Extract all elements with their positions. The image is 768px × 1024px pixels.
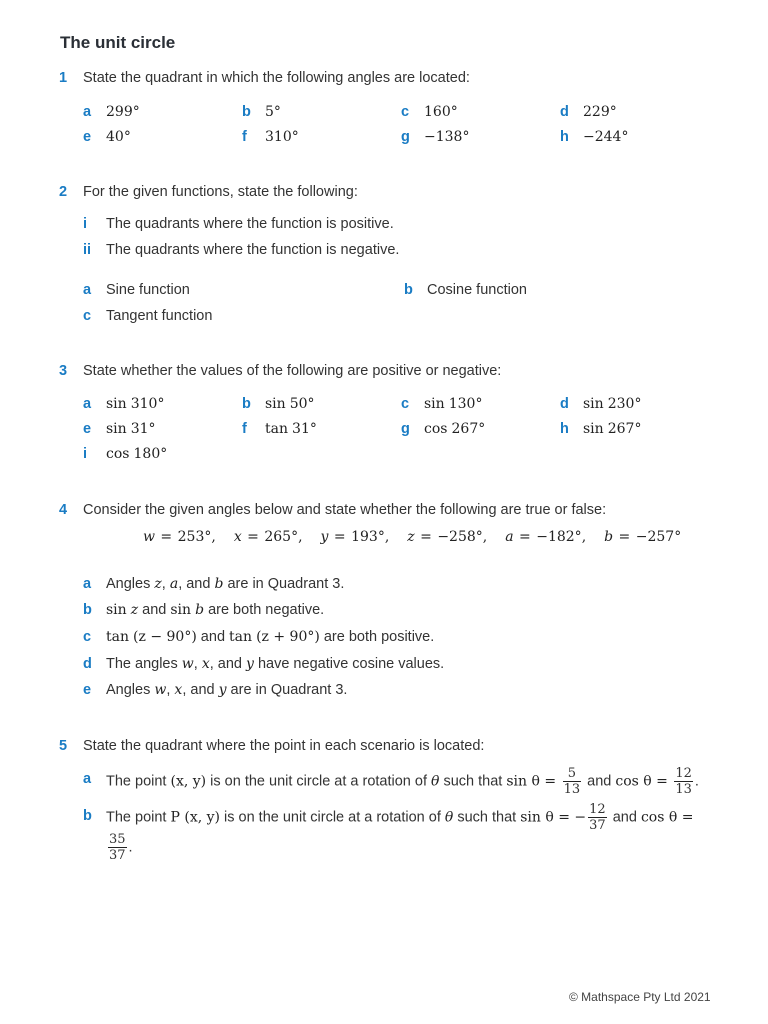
trig-fn: tan bbox=[229, 629, 253, 645]
q2-part-label: b bbox=[404, 282, 413, 298]
question-2-text: For the given functions, state the following: bbox=[83, 184, 358, 200]
angle-var: w bbox=[143, 529, 155, 545]
q5-part-text bbox=[106, 766, 699, 797]
fraction-denominator: 37 bbox=[589, 818, 606, 833]
math-var: a bbox=[169, 576, 179, 592]
q3-part-expr bbox=[424, 396, 482, 412]
q2-subitem-label: ii bbox=[83, 242, 92, 258]
math-var: w bbox=[154, 682, 167, 698]
q1-part-value: 310° bbox=[265, 129, 299, 145]
q2-part-label: c bbox=[83, 308, 92, 324]
q3-part-expr bbox=[583, 396, 641, 412]
q1-part-value: 229° bbox=[583, 104, 617, 120]
q1-part-label: f bbox=[242, 129, 247, 145]
q3-part-label: a bbox=[83, 396, 92, 412]
fraction-numerator: 5 bbox=[563, 766, 582, 782]
q3-part-label: h bbox=[560, 421, 569, 437]
angle-value: 253° bbox=[177, 529, 212, 545]
q1-part-value: 160° bbox=[424, 104, 458, 120]
q2-part-label: a bbox=[83, 282, 92, 298]
q1-part-value: −244° bbox=[583, 129, 629, 145]
trig-arg: 310° bbox=[130, 396, 165, 412]
q4-part-label: e bbox=[83, 682, 92, 698]
q1-part-value: 40° bbox=[106, 129, 131, 145]
trig-fn: sin bbox=[424, 396, 445, 412]
q3-part-label: b bbox=[242, 396, 251, 412]
angle-value: −182° bbox=[536, 529, 582, 545]
trig-fn: sin bbox=[170, 602, 192, 618]
q4-part-label: c bbox=[83, 629, 92, 645]
q3-part-expr bbox=[583, 421, 641, 437]
q3-part-label: d bbox=[560, 396, 569, 412]
trig-arg: 267° bbox=[607, 421, 642, 437]
math-expr: (z + 90°) bbox=[256, 629, 320, 645]
math-expr: cos θ = bbox=[640, 809, 694, 826]
trig-fn: sin bbox=[583, 421, 604, 437]
q4-part-label: a bbox=[83, 576, 92, 592]
q2-subitem-text: The quadrants where the function is positive. bbox=[106, 216, 394, 232]
text-run: The point bbox=[106, 773, 171, 790]
math-var: y bbox=[246, 656, 254, 672]
question-1-text: State the quadrant in which the following angles are located: bbox=[83, 70, 470, 86]
question-5-text: State the quadrant where the point in each scenario is located: bbox=[83, 738, 485, 754]
q2-subitem-text: The quadrants where the function is negative. bbox=[106, 242, 400, 258]
question-2-number: 2 bbox=[59, 184, 68, 200]
math-var: z bbox=[130, 602, 139, 618]
angle-var: z bbox=[407, 529, 415, 545]
fraction-numerator: 12 bbox=[675, 766, 692, 781]
angle-var: a bbox=[505, 529, 514, 545]
text-run: such that bbox=[439, 773, 507, 790]
text-run: are in Quadrant 3. bbox=[226, 682, 348, 698]
text-run: , and bbox=[209, 656, 247, 672]
q3-part-expr bbox=[265, 421, 317, 437]
trig-arg: 230° bbox=[607, 396, 642, 412]
text-run: are in Quadrant 3. bbox=[223, 576, 345, 592]
fraction-denominator: 13 bbox=[675, 782, 692, 797]
text-run: Angles bbox=[106, 576, 155, 592]
q3-part-label: g bbox=[401, 421, 410, 437]
text-run: and bbox=[608, 809, 641, 826]
q3-part-expr bbox=[424, 421, 485, 437]
text-run: is on the unit circle at a rotation of bbox=[220, 809, 445, 826]
q4-part-label: b bbox=[83, 602, 92, 618]
trig-fn: sin bbox=[583, 396, 604, 412]
q1-part-value: 299° bbox=[106, 104, 140, 120]
q2-part-text: Sine function bbox=[106, 282, 190, 298]
q1-part-label: c bbox=[401, 104, 410, 120]
q4-part-text bbox=[106, 602, 324, 618]
text-run: The point bbox=[106, 809, 171, 826]
copyright-footer: © Mathspace Pty Ltd 2021 bbox=[569, 990, 711, 1004]
q3-part-label: i bbox=[83, 446, 88, 462]
q4-part-text bbox=[106, 656, 444, 672]
sin-fraction bbox=[588, 802, 607, 833]
q3-part-expr bbox=[106, 446, 167, 462]
trig-fn: tan bbox=[265, 421, 288, 437]
q5-part-label: a bbox=[83, 771, 92, 787]
q1-part-label: g bbox=[401, 129, 410, 145]
math-expr: sin θ = − bbox=[520, 809, 587, 826]
math-var: b bbox=[214, 576, 224, 592]
trig-arg: 50° bbox=[289, 396, 315, 412]
angle-value: 265° bbox=[264, 529, 299, 545]
trig-fn: tan bbox=[106, 629, 129, 645]
math-var: z bbox=[154, 576, 162, 592]
trig-arg: 130° bbox=[448, 396, 483, 412]
sin-fraction bbox=[563, 766, 582, 797]
q1-part-label: e bbox=[83, 129, 92, 145]
q1-part-label: a bbox=[83, 104, 92, 120]
math-point: (x, y) bbox=[170, 773, 207, 790]
trig-fn: sin bbox=[265, 396, 286, 412]
trig-arg: 267° bbox=[451, 421, 486, 437]
trig-fn: sin bbox=[106, 602, 127, 618]
trig-arg: 31° bbox=[292, 421, 317, 437]
q1-part-label: b bbox=[242, 104, 251, 120]
angle-value: −258° bbox=[437, 529, 483, 545]
q5-part-text-continued bbox=[106, 832, 133, 863]
text-run: such that bbox=[453, 809, 521, 826]
cos-fraction bbox=[674, 766, 693, 797]
q3-part-label: e bbox=[83, 421, 92, 437]
q1-part-label: d bbox=[560, 104, 569, 120]
text-run: and bbox=[138, 602, 171, 618]
q2-part-text: Tangent function bbox=[106, 308, 213, 324]
fraction-denominator: 13 bbox=[563, 782, 581, 797]
q4-part-text bbox=[106, 576, 344, 592]
angle-value: −257° bbox=[635, 529, 682, 545]
q4-part-label: d bbox=[83, 656, 92, 672]
trig-arg: 180° bbox=[133, 446, 168, 462]
text-run: , bbox=[166, 682, 175, 698]
q1-part-value: −138° bbox=[424, 129, 470, 145]
math-expr: sin θ = bbox=[506, 773, 561, 790]
text-run: are both positive. bbox=[319, 629, 435, 645]
text-run: and bbox=[196, 629, 230, 645]
text-run: , bbox=[193, 656, 202, 672]
math-var: x bbox=[201, 656, 210, 672]
math-expr: (z − 90°) bbox=[133, 629, 197, 645]
trig-arg: 31° bbox=[130, 421, 156, 437]
text-run: have negative cosine values. bbox=[253, 656, 445, 672]
text-run: and bbox=[583, 773, 616, 790]
math-var: w bbox=[181, 656, 194, 672]
fraction-numerator: 35 bbox=[109, 832, 126, 847]
angle-value: 193° bbox=[351, 529, 385, 545]
q5-part-label: b bbox=[83, 808, 92, 824]
q5-part-text bbox=[106, 802, 693, 833]
question-4-text: Consider the given angles below and state whether the following are true or false: bbox=[83, 502, 607, 518]
trig-fn: sin bbox=[106, 421, 127, 437]
text-run: , and bbox=[182, 682, 219, 698]
angle-var: x bbox=[233, 529, 242, 545]
math-var: x bbox=[174, 682, 183, 698]
angle-definitions: w = 253°, x = 265°, y = 193°, z = −258°, a = −182°, b = −257° bbox=[143, 529, 682, 545]
text-run: . bbox=[694, 773, 699, 790]
text-run: is on the unit circle at a rotation of bbox=[206, 773, 432, 790]
q2-part-text: Cosine function bbox=[427, 282, 527, 298]
text-run: Angles bbox=[106, 682, 155, 698]
text-run: . bbox=[128, 839, 133, 856]
trig-fn: sin bbox=[106, 396, 127, 412]
math-var: b bbox=[195, 602, 205, 618]
fraction-denominator: 37 bbox=[109, 848, 126, 863]
q1-part-value: 5° bbox=[265, 104, 281, 120]
trig-fn: cos bbox=[424, 421, 448, 437]
fraction-numerator: 12 bbox=[589, 802, 606, 817]
q4-part-text bbox=[106, 629, 434, 645]
math-var: θ bbox=[431, 773, 440, 790]
question-4-number: 4 bbox=[59, 502, 68, 518]
math-expr: cos θ = bbox=[615, 773, 673, 790]
q4-part-text bbox=[106, 682, 347, 698]
text-run: , and bbox=[178, 576, 215, 592]
question-1-number: 1 bbox=[59, 70, 68, 86]
q3-part-label: c bbox=[401, 396, 410, 412]
text-run: , bbox=[161, 576, 170, 592]
math-var: θ bbox=[444, 809, 454, 826]
q3-part-expr bbox=[106, 421, 156, 437]
angle-var: b bbox=[604, 529, 614, 545]
q3-part-expr bbox=[106, 396, 164, 412]
cos-fraction bbox=[108, 832, 127, 863]
question-3-number: 3 bbox=[59, 363, 68, 379]
math-point: P (x, y) bbox=[170, 809, 220, 826]
question-3-text: State whether the values of the following are positive or negative: bbox=[83, 363, 502, 379]
q1-part-label: h bbox=[560, 129, 569, 145]
question-5-number: 5 bbox=[59, 738, 68, 754]
q3-part-expr bbox=[265, 396, 315, 412]
q2-subitem-label: i bbox=[83, 216, 88, 232]
math-var: y bbox=[218, 682, 227, 698]
text-run: are both negative. bbox=[204, 602, 325, 618]
angle-var: y bbox=[320, 529, 329, 545]
trig-fn: cos bbox=[106, 446, 130, 462]
text-run: The angles bbox=[106, 656, 182, 672]
q3-part-label: f bbox=[242, 421, 247, 437]
page-title: The unit circle bbox=[60, 33, 176, 52]
